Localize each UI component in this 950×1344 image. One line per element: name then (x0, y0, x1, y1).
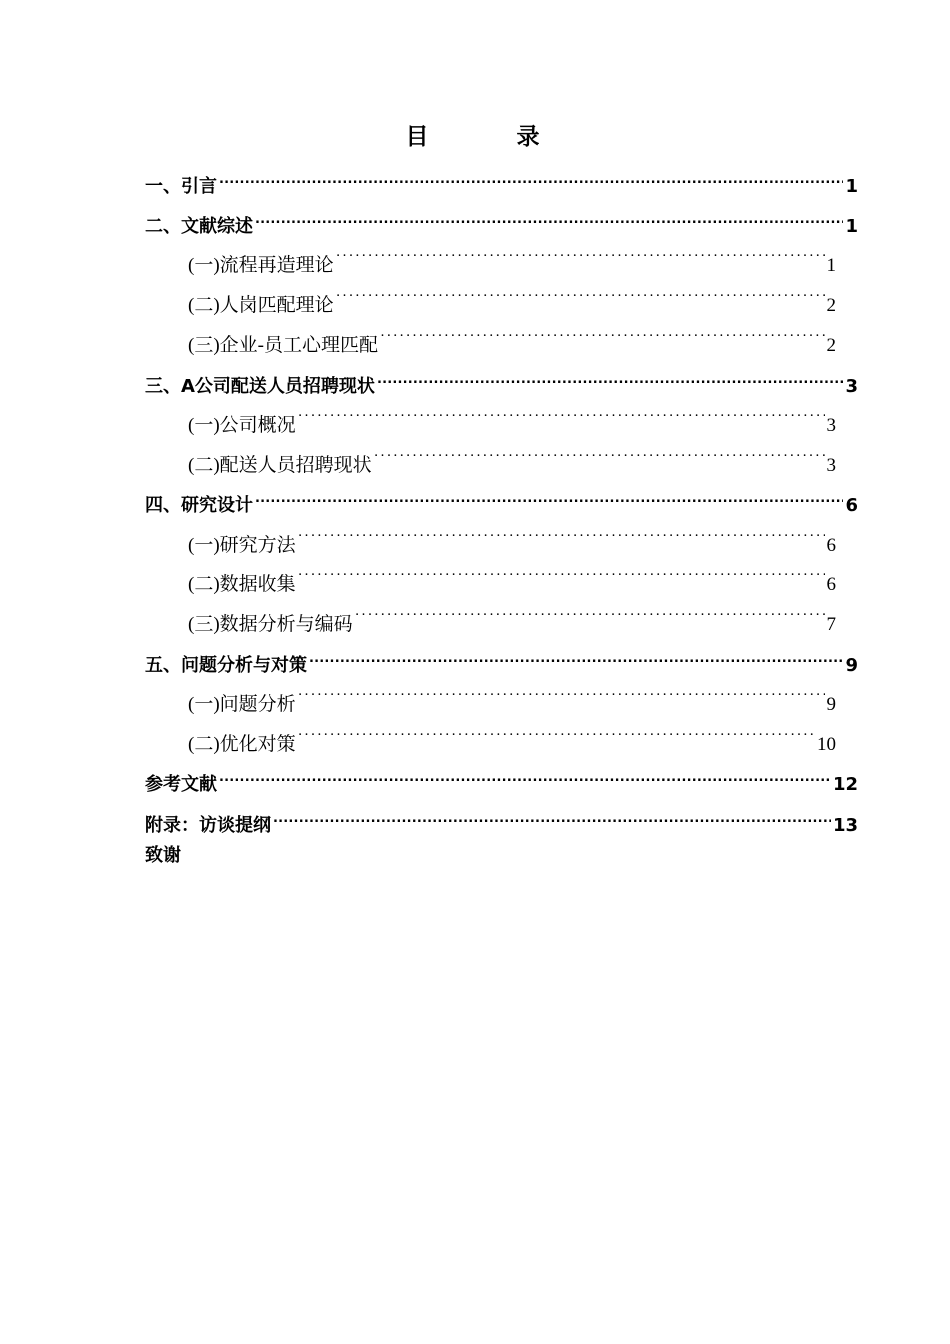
toc-entry-research-methods[interactable] (188, 521, 836, 556)
dot-leader (374, 441, 825, 471)
toc-entry-label: 致谢 (145, 845, 181, 866)
toc-entry-company-overview[interactable] (188, 401, 836, 436)
toc-entry-label: (二)配送人员招聘现状 (188, 455, 372, 476)
toc-entry-label: (一)研究方法 (188, 535, 296, 556)
toc-page-number: 1 (845, 176, 858, 197)
toc-page-number: 3 (826, 415, 836, 436)
dot-leader (298, 560, 825, 590)
toc-entry-introduction[interactable] (145, 162, 858, 197)
toc-entry-person-job-fit[interactable] (188, 281, 836, 316)
toc-entry-optimization-countermeasures[interactable] (188, 720, 836, 755)
dot-leader (298, 680, 825, 710)
toc-entry-appendix[interactable] (145, 801, 858, 836)
toc-entry-problem-analysis[interactable] (188, 680, 836, 715)
toc-entry-label: 三、A公司配送人员招聘现状 (145, 376, 375, 397)
toc-entry-label: 参考文献 (145, 774, 217, 795)
toc-entry-label: (一)问题分析 (188, 694, 296, 715)
toc-page-number: 2 (826, 295, 836, 316)
toc-entry-label: 一、引言 (145, 176, 217, 197)
toc-page-number: 9 (845, 655, 858, 676)
dot-leader (309, 641, 843, 671)
toc-entry-recruitment-status[interactable] (145, 362, 858, 397)
toc-entry-label: (一)流程再造理论 (188, 255, 334, 276)
dot-leader (273, 801, 831, 831)
toc-entry-label: 附录：访谈提纲 (145, 815, 271, 836)
toc-entry-label: (三)企业-员工心理匹配 (188, 335, 378, 356)
dot-leader (380, 321, 825, 351)
toc-entry-label: 五、问题分析与对策 (145, 655, 307, 676)
toc-entry-label: (二)数据收集 (188, 574, 296, 595)
toc-page-number: 6 (826, 535, 836, 556)
dot-leader (377, 362, 844, 392)
toc-entry-delivery-recruitment[interactable] (188, 441, 836, 476)
toc-title: 目 录 (405, 124, 580, 150)
toc-page-number: 12 (832, 774, 858, 795)
toc-page-number: 1 (826, 255, 836, 276)
toc-entry-data-collection[interactable] (188, 560, 836, 595)
toc-entry-research-design[interactable] (145, 481, 858, 516)
dot-leader (298, 521, 825, 551)
toc-entry-label: 二、文献综述 (145, 216, 253, 237)
dot-leader (219, 760, 831, 790)
toc-entry-label: (三)数据分析与编码 (188, 614, 353, 635)
toc-page-number: 1 (845, 216, 858, 237)
dot-leader (255, 202, 843, 232)
toc-page-number: 6 (845, 495, 858, 516)
toc-page-number: 2 (826, 335, 836, 356)
toc-entry-literature-review[interactable] (145, 202, 858, 237)
toc-page-number: 3 (845, 376, 858, 397)
toc-entry-label: (二)人岗匹配理论 (188, 295, 334, 316)
dot-leader (355, 600, 825, 630)
toc-entry-references[interactable] (145, 760, 858, 795)
toc-entry-process-reengineering[interactable] (188, 241, 836, 276)
toc-entry-data-analysis[interactable] (188, 600, 836, 635)
toc-page-number: 10 (817, 734, 836, 755)
toc-entry-label: (一)公司概况 (188, 415, 296, 436)
dot-leader (336, 241, 825, 271)
toc-entry-psychological-fit[interactable] (188, 321, 836, 356)
toc-page-number: 9 (826, 694, 836, 715)
dot-leader (298, 401, 825, 431)
dot-leader (336, 281, 825, 311)
toc-page-number: 13 (832, 815, 858, 836)
dot-leader (219, 162, 843, 192)
toc-page-number: 6 (826, 574, 836, 595)
toc-page-number: 3 (826, 455, 836, 476)
toc-page-number: 7 (826, 614, 836, 635)
toc-entry-acknowledgements[interactable] (145, 841, 181, 871)
toc-entry-problem-analysis-countermeasures[interactable] (145, 641, 858, 676)
dot-leader (255, 481, 843, 511)
dot-leader (298, 720, 815, 750)
toc-entry-label: 四、研究设计 (145, 495, 253, 516)
toc-entry-label: (二)优化对策 (188, 734, 296, 755)
